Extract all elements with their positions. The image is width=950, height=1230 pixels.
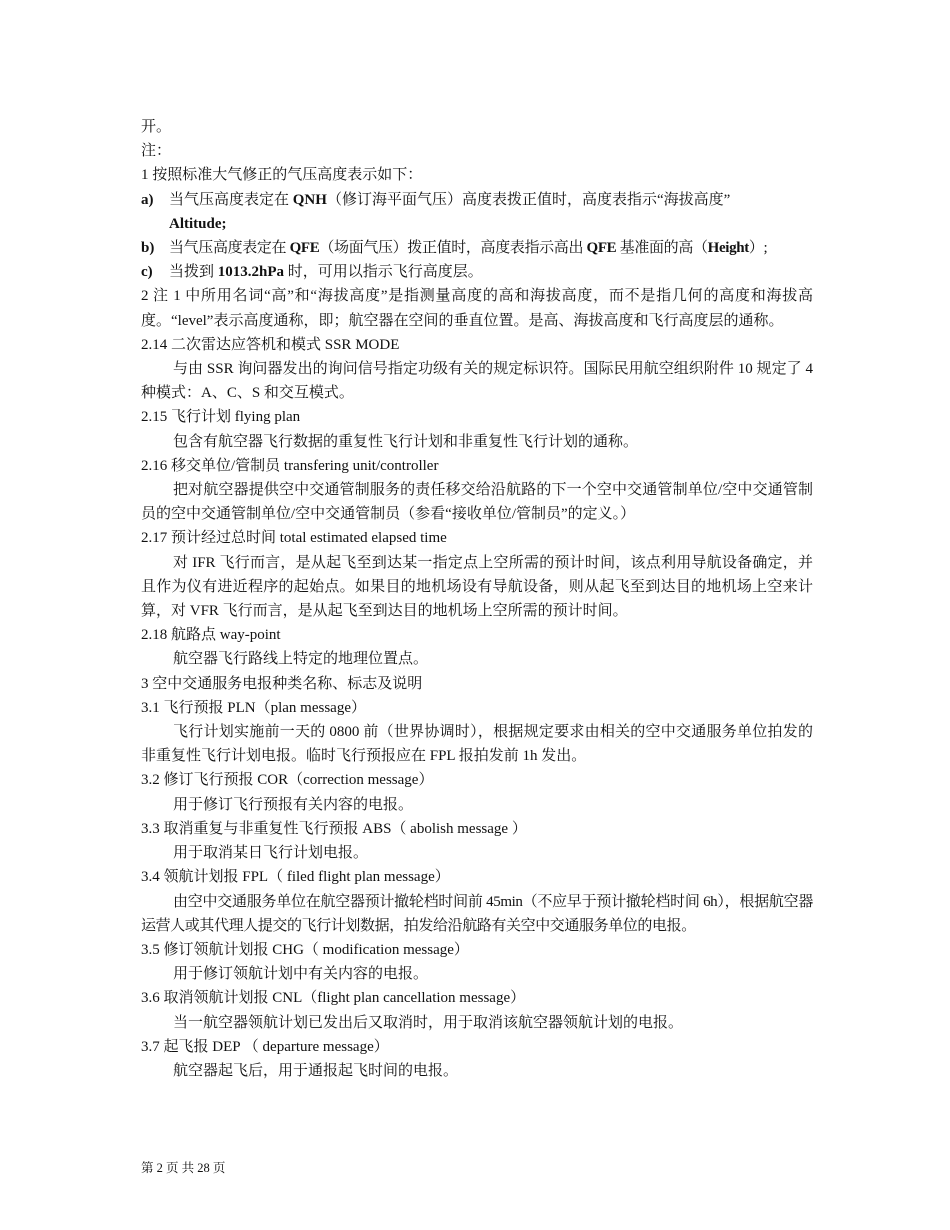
section-heading-2-16: 2.16 移交单位/管制员 transfering unit/controller — [141, 457, 439, 474]
section-heading-3-4: 3.4 领航计划报 FPL（ filed flight plan message） — [141, 869, 450, 886]
section-body-2-15: 包含有航空器飞行数据的重复性飞行计划和非重复性飞行计划的通称。 — [173, 433, 639, 450]
section-body-3-3: 用于取消某日飞行计划电报。 — [173, 845, 369, 862]
text-run: 当气压高度表定在 — [169, 240, 290, 257]
list-item-a — [141, 188, 813, 236]
section-heading-3-7: 3.7 起飞报 DEP （ departure message） — [141, 1038, 389, 1055]
section-heading-3: 3 空中交通服务电报种类名称、标志及说明 — [141, 675, 423, 692]
section-body-3-2: 用于修订飞行预报有关内容的电报。 — [173, 796, 414, 813]
section-body-2-17: 对 IFR 飞行而言，是从起飞至到达某一指定点上空所需的预计时间，该点利用导航设备确定，并且作为仪有进近程序的起始点。如果目的地机场设有导航设备，则从起飞至到达目的地机场上空来计算，对 VFR 飞行而言，是从起飞至到达目的地机场上空所需的预计时间。 — [141, 554, 813, 620]
text-run: （修订海平面气压）高度表拨正值时，高度表指示“海拔高度” — [326, 191, 731, 208]
section-heading-3-1: 3.1 飞行预报 PLN（plan message） — [141, 699, 366, 716]
section-body-3-6: 当一航空器领航计划已发出后又取消时，用于取消该航空器领航计划的电报。 — [173, 1014, 684, 1031]
text-line: 开。 — [141, 119, 172, 135]
section-body-2-14: 与由 SSR 询问器发出的询问信号指定功级有关的规定标识符。国际民用航空组织附件 10 规定了 4 种模式：A、C、S 和交互模式。 — [141, 361, 813, 402]
section-heading-3-2: 3.2 修订飞行预报 COR（correction message） — [141, 772, 434, 789]
note-2: 2 注 1 中所用名词“高”和“海拔高度”是指测量高度的高和海拔高度，而不是指几何的高度和海拔高度。“level”表示高度通称，即；航空器在空间的垂直位置。是高、海拔高度和飞行高度层的通称。 — [141, 288, 813, 329]
note-1: 1 按照标准大气修正的气压高度表示如下： — [141, 167, 423, 184]
section-heading-2-18: 2.18 航路点 way-point — [141, 627, 281, 644]
list-item-text — [169, 236, 813, 260]
list-marker: a) — [141, 191, 154, 208]
text-run: 基准面的高（ — [616, 240, 708, 257]
section-body-3-7: 航空器起飞后，用于通报起飞时间的电报。 — [173, 1062, 459, 1079]
text-run: 当气压高度表定在 — [169, 191, 293, 208]
section-heading-3-5: 3.5 修订领航计划报 CHG（ modification message） — [141, 941, 469, 958]
list-marker: b) — [141, 240, 155, 257]
text-run: 当拨到 — [169, 264, 218, 281]
list-item-text — [169, 188, 813, 236]
section-heading-3-6: 3.6 取消领航计划报 CNL（flight plan cancellation message） — [141, 990, 526, 1007]
section-heading-2-17: 2.17 预计经过总时间 total estimated elapsed time — [141, 530, 447, 547]
bold-run: QNH — [292, 191, 327, 208]
text-run: （场面气压）拨正值时，高度表指示高出 — [319, 240, 587, 257]
bold-run: Height — [707, 240, 749, 257]
section-heading-2-14: 2.14 二次雷达应答机和模式 SSR MODE — [141, 336, 400, 353]
section-body-3-4: 由空中交通服务单位在航空器预计撤轮档时间前 45min（不应早于预计撤轮档时间 6h），根据航空器运营人或其代理人提交的飞行计划数据，拍发给沿航路有关空中交通服务单位的电报。 — [141, 893, 813, 934]
section-body-2-16: 把对航空器提供空中交通管制服务的责任移交给沿航路的下一个空中交通管制单位/空中交通管制员的空中交通管制单位/空中交通管制员（参看“接收单位/管制员”的定义。） — [141, 482, 813, 523]
document-body — [141, 115, 813, 1083]
note-heading: 注： — [141, 143, 172, 160]
list-item-b — [141, 236, 813, 260]
list-marker: c) — [141, 264, 153, 281]
section-body-3-5: 用于修订领航计划中有关内容的电报。 — [173, 966, 429, 983]
section-body-3-1: 飞行计划实施前一天的 0800 前（世界协调时），根据规定要求由相关的空中交通服务单位拍发的非重复性飞行计划电报。临时飞行预报应在 FPL 报拍发前 1h 发出。 — [141, 724, 813, 765]
bold-run: QFE — [289, 240, 320, 257]
bold-run: Altitude; — [169, 215, 227, 232]
list-item-c — [141, 260, 813, 284]
bold-run: 1013.2hPa — [217, 264, 285, 281]
page-footer: 第 2 页 共 28 页 — [141, 1161, 226, 1175]
list-item-text — [169, 260, 813, 284]
text-run: 时，可用以指示飞行高度层。 — [284, 264, 483, 281]
section-heading-2-15: 2.15 飞行计划 flying plan — [141, 409, 301, 426]
bold-run: QFE — [586, 240, 617, 257]
section-heading-3-3: 3.3 取消重复与非重复性飞行预报 ABS（ abolish message ） — [141, 820, 527, 837]
text-run: ）; — [748, 240, 768, 257]
section-body-2-18: 航空器飞行路线上特定的地理位置点。 — [173, 651, 429, 668]
